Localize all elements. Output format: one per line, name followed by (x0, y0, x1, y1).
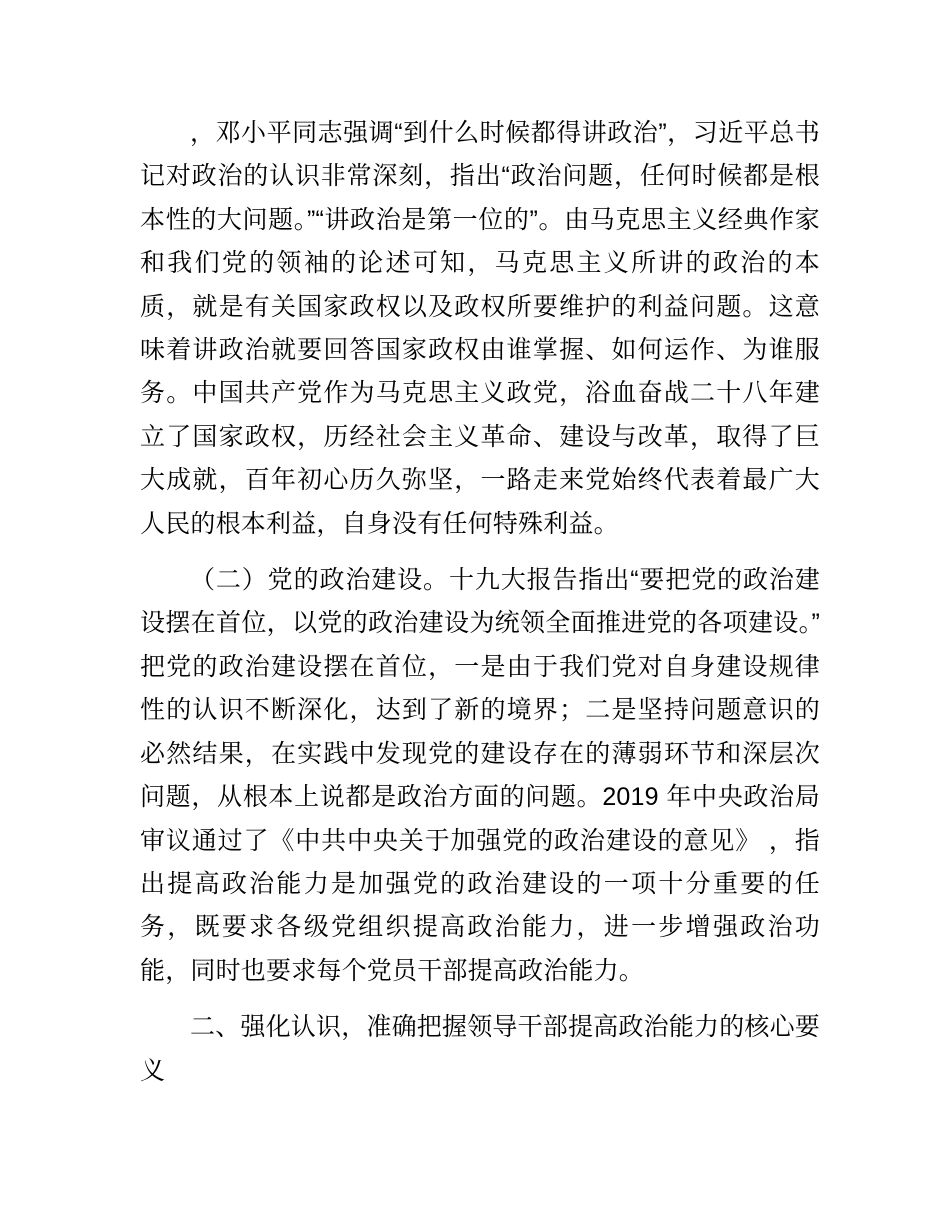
body-paragraph: ，邓小平同志强调“到什么时候都得讲政治”，习近平总书记对政治的认识非常深刻，指出“政治问题，任何时候都是根本性的大问题。”“讲政治是第一位的”。由马克思主义经典作家和我们党的领袖的论述可知，马克思主义所讲的政治的本质，就是有关国家政权以及政权所要维护的利益问题。这意味着讲政治就要回答国家政权由谁掌握、如何运作、为谁服务。中国共产党作为马克思主义政党，浴血奋战二十八年建立了国家政权，历经社会主义革命、建设与改革，取得了巨大成就，百年初心历久弥坚，一路走来党始终代表着最广大人民的根本利益，自身没有任何特殊利益。 (140, 119, 820, 538)
body-paragraph: （二）党的政治建设。十九大报告指出“要把党的政治建设摆在首位，以党的政治建设为统领全面推进党的各项建设。”把党的政治建设摆在首位，一是由于我们党对自身建设规律性的认识不断深化，达到了新的境界；二是坚持问题意识的必然结果，在实践中发现党的建设存在的薄弱环节和深层次问题，从根本上说都是政治方面的问题。2019 年中央政治局审议通过了《中共中央关于加强党的政治建设的意见》 ，指出提高政治能力是加强党的政治建设的一项十分重要的任务，既要求各级党组织提高政治能力，进一步增强政治功能，同时也要求每个党员干部提高政治能力。 (140, 566, 820, 985)
section-heading: 二、强化认识，准确把握领导干部提高政治能力的核心要义 (140, 1013, 821, 1085)
